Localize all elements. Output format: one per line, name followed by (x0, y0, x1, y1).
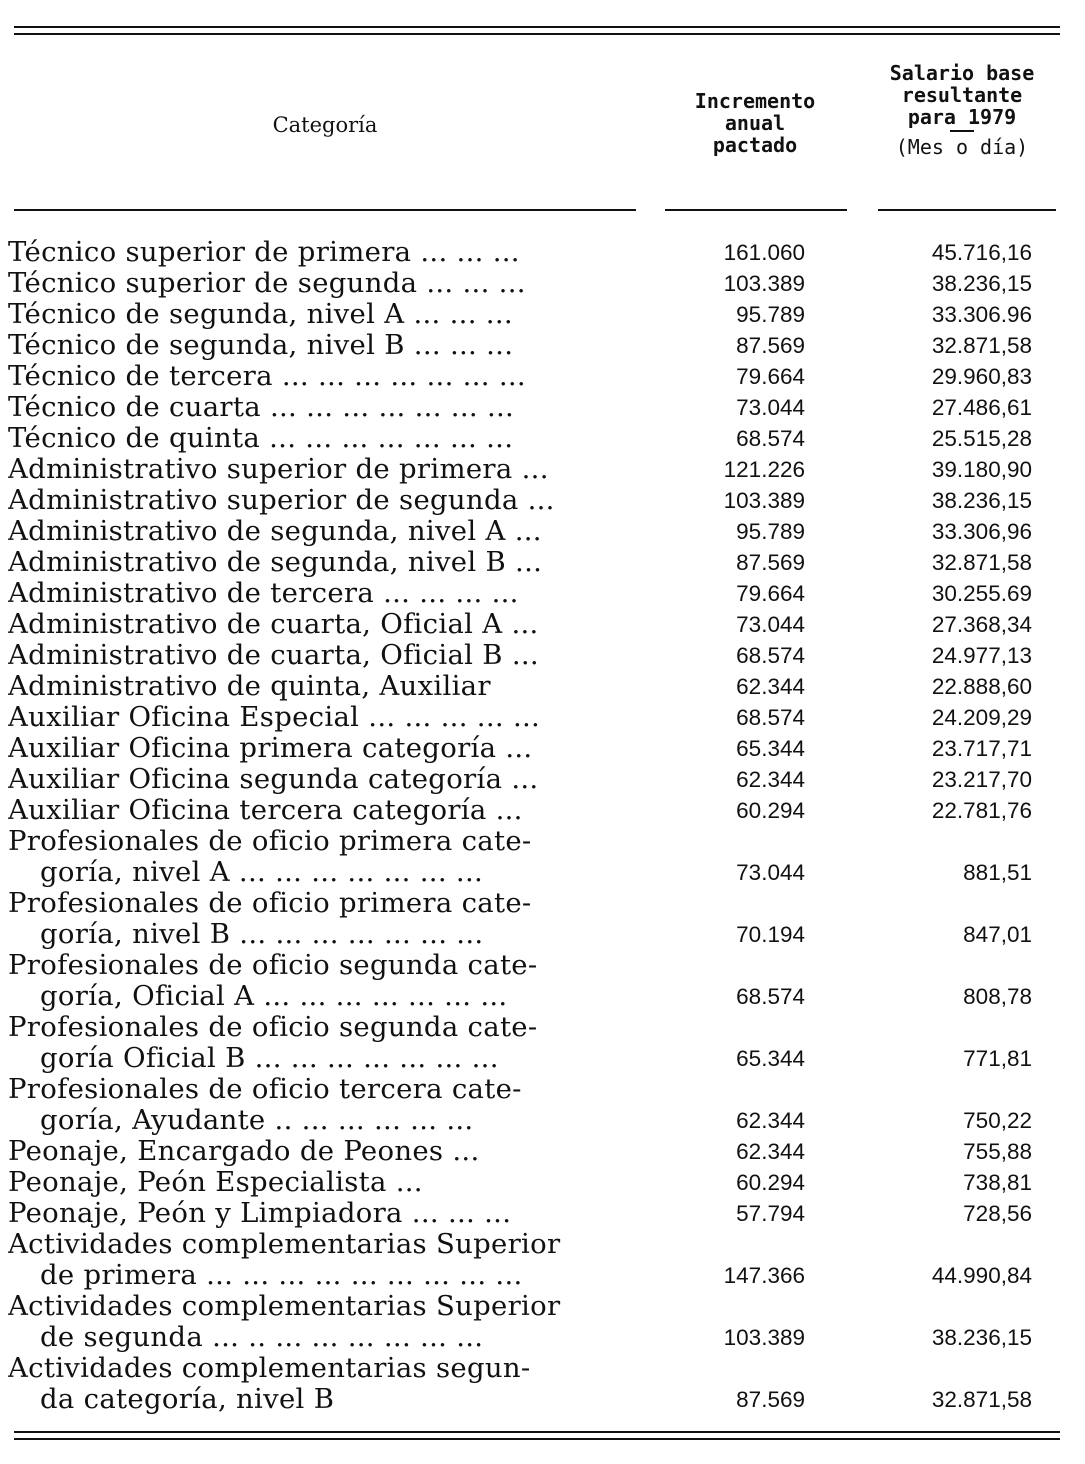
category-cell (8, 392, 638, 423)
category-cell (8, 1229, 638, 1291)
header-rule-salary (878, 209, 1056, 211)
table-row (8, 454, 1058, 485)
category-text: Profesionales de oficio segunda cate- (8, 1012, 538, 1043)
increase-cell: 95.789 (736, 519, 805, 544)
category-text: Auxiliar Oficina Especial ... ... ... ... ... (8, 702, 541, 733)
table-row (8, 733, 1058, 764)
header-salary-line: Salario base (889, 61, 1035, 85)
increase-cell: 79.664 (736, 364, 805, 389)
table-row (8, 671, 1058, 702)
increase-cell: 95.789 (736, 302, 805, 327)
salary-cell: 750,22 (963, 1108, 1032, 1133)
table-row (8, 1136, 1058, 1167)
category-cell (8, 888, 638, 950)
category-text: Administrativo de cuarta, Oficial A ... (8, 609, 539, 640)
category-text: Administrativo de tercera ... ... ... ... (8, 578, 519, 609)
header-increase (665, 90, 845, 156)
salary-cell: 881,51 (963, 860, 1032, 885)
category-cell (8, 1353, 638, 1415)
increase-cell: 57.794 (736, 1201, 805, 1226)
salary-cell: 847,01 (963, 922, 1032, 947)
increase-cell: 103.389 (723, 271, 805, 296)
category-text: Técnico superior de primera ... ... ... (8, 237, 520, 268)
table-row (8, 795, 1058, 826)
table-row (8, 950, 1058, 1012)
table-row (8, 547, 1058, 578)
category-text: goría, nivel B ... ... ... ... ... ... ... (40, 919, 484, 950)
category-text: goría Oficial B ... ... ... ... ... ... ... (40, 1043, 499, 1074)
category-cell (8, 330, 638, 361)
category-text: Administrativo superior de segunda ... (8, 485, 555, 516)
increase-cell: 62.344 (736, 767, 805, 792)
category-cell (8, 423, 638, 454)
category-cell (8, 702, 638, 733)
category-text: Técnico de cuarta ... ... ... ... ... ... ... (8, 392, 515, 423)
category-cell (8, 671, 638, 702)
salary-cell: 22.888,60 (931, 674, 1032, 699)
category-text: Administrativo de segunda, nivel B ... (8, 547, 543, 578)
category-cell (8, 609, 638, 640)
category-cell (8, 547, 638, 578)
table-row (8, 1291, 1058, 1353)
category-text: Administrativo de segunda, nivel A ... (8, 516, 542, 547)
top-double-rule (14, 26, 1060, 35)
category-text: Auxiliar Oficina segunda categoría ... (8, 764, 539, 795)
increase-cell: 147.366 (723, 1263, 805, 1288)
table-row (8, 1229, 1058, 1291)
category-text: goría, Oficial A ... ... ... ... ... ... ... (40, 981, 508, 1012)
salary-cell: 23.717,71 (931, 736, 1032, 761)
increase-cell: 62.344 (736, 674, 805, 699)
increase-cell: 68.574 (736, 984, 805, 1009)
table-row (8, 1353, 1058, 1415)
salary-cell: 755,88 (963, 1139, 1032, 1164)
increase-cell: 70.194 (736, 922, 805, 947)
category-cell (8, 1291, 638, 1353)
increase-cell: 161.060 (723, 240, 805, 265)
category-cell (8, 733, 638, 764)
salary-cell: 24.977,13 (931, 643, 1032, 668)
category-cell (8, 1012, 638, 1074)
category-text: Actividades complementarias segun- (8, 1353, 531, 1384)
salary-cell: 25.515,28 (931, 426, 1032, 451)
table-row (8, 237, 1058, 268)
category-text: goría, nivel A ... ... ... ... ... ... ... (40, 857, 484, 888)
category-cell (8, 516, 638, 547)
salary-cell: 24.209,29 (931, 705, 1032, 730)
category-cell (8, 826, 638, 888)
category-text: Profesionales de oficio tercera cate- (8, 1074, 522, 1105)
category-cell (8, 485, 638, 516)
header-salary (872, 62, 1052, 158)
category-text: Peonaje, Encargado de Peones ... (8, 1136, 480, 1167)
category-text: da categoría, nivel B (40, 1384, 335, 1415)
category-cell (8, 950, 638, 1012)
category-cell (8, 1167, 638, 1198)
salary-cell: 38.236,15 (931, 271, 1032, 296)
category-text: Técnico superior de segunda ... ... ... (8, 268, 526, 299)
table-row (8, 702, 1058, 733)
salary-cell: 39.180,90 (931, 457, 1032, 482)
category-cell (8, 795, 638, 826)
increase-cell: 73.044 (736, 612, 805, 637)
table-row (8, 764, 1058, 795)
category-text: Peonaje, Peón y Limpiadora ... ... ... (8, 1198, 512, 1229)
category-cell (8, 1074, 638, 1136)
table-row (8, 330, 1058, 361)
category-cell (8, 578, 638, 609)
increase-cell: 73.044 (736, 395, 805, 420)
bottom-double-rule (14, 1431, 1060, 1440)
salary-cell: 728,56 (963, 1201, 1032, 1226)
category-text: Auxiliar Oficina tercera categoría ... (8, 795, 523, 826)
category-cell (8, 1136, 638, 1167)
table-row (8, 361, 1058, 392)
salary-cell: 27.368,34 (931, 612, 1032, 637)
category-text: Auxiliar Oficina primera categoría ... (8, 733, 533, 764)
category-cell (8, 640, 638, 671)
table-row (8, 392, 1058, 423)
increase-cell: 87.569 (736, 550, 805, 575)
table-row (8, 1012, 1058, 1074)
category-text: Profesionales de oficio primera cate- (8, 888, 532, 919)
header-increase-line: anual (724, 111, 786, 135)
salary-cell: 45.716,16 (931, 240, 1032, 265)
salary-cell: 32.871,58 (931, 1387, 1032, 1412)
category-text: Administrativo superior de primera ... (8, 454, 549, 485)
increase-cell: 68.574 (736, 705, 805, 730)
salary-cell: 23.217,70 (931, 767, 1032, 792)
table-row (8, 1198, 1058, 1229)
increase-cell: 103.389 (723, 1325, 805, 1350)
increase-cell: 73.044 (736, 860, 805, 885)
header-salary-unit: (Mes o día) (895, 135, 1029, 159)
salary-cell: 22.781,76 (931, 798, 1032, 823)
table-row (8, 578, 1058, 609)
category-cell (8, 361, 638, 392)
category-cell (8, 454, 638, 485)
category-text: Actividades complementarias Superior (8, 1229, 561, 1260)
salary-cell: 27.486,61 (931, 395, 1032, 420)
header-salary-line: para 1979 (907, 105, 1017, 129)
increase-cell: 62.344 (736, 1108, 805, 1133)
salary-table-body (8, 237, 1058, 1415)
table-row (8, 485, 1058, 516)
category-text: Profesionales de oficio primera cate- (8, 826, 532, 857)
category-text: Técnico de segunda, nivel B ... ... ... (8, 330, 514, 361)
header-salary-line: resultante (901, 83, 1023, 107)
header-increase-line: Incremento (694, 89, 816, 113)
table-row (8, 1074, 1058, 1136)
salary-cell: 32.871,58 (931, 550, 1032, 575)
header-category: Categoría (272, 113, 378, 137)
increase-cell: 60.294 (736, 798, 805, 823)
category-text: Peonaje, Peón Especialista ... (8, 1167, 423, 1198)
category-text: Actividades complementarias Superior (8, 1291, 561, 1322)
category-text: Técnico de segunda, nivel A ... ... ... (8, 299, 513, 330)
category-text: de primera ... ... ... ... ... ... ... ... ... (40, 1260, 523, 1291)
category-cell (8, 299, 638, 330)
header-dash (950, 130, 974, 132)
category-text: goría, Ayudante .. ... ... ... ... ... (40, 1105, 474, 1136)
increase-cell: 121.226 (723, 457, 805, 482)
table-row (8, 1167, 1058, 1198)
header-increase-line: pactado (712, 133, 798, 157)
category-text: Técnico de quinta ... ... ... ... ... ... ... (8, 423, 514, 454)
table-row (8, 516, 1058, 547)
table-row (8, 299, 1058, 330)
salary-cell: 29.960,83 (931, 364, 1032, 389)
table-row (8, 826, 1058, 888)
table-row (8, 888, 1058, 950)
header-rule-category (14, 209, 636, 211)
salary-cell: 32.871,58 (931, 333, 1032, 358)
increase-cell: 68.574 (736, 426, 805, 451)
category-text: Profesionales de oficio segunda cate- (8, 950, 538, 981)
category-cell (8, 1198, 638, 1229)
table-row (8, 423, 1058, 454)
category-text: Administrativo de cuarta, Oficial B ... (8, 640, 539, 671)
increase-cell: 87.569 (736, 333, 805, 358)
salary-cell: 738,81 (963, 1170, 1032, 1195)
salary-cell: 771,81 (963, 1046, 1032, 1071)
increase-cell: 65.344 (736, 1046, 805, 1071)
increase-cell: 68.574 (736, 643, 805, 668)
category-text: Técnico de tercera ... ... ... ... ... ... ... (8, 361, 526, 392)
increase-cell: 87.569 (736, 1387, 805, 1412)
table-row (8, 609, 1058, 640)
increase-cell: 65.344 (736, 736, 805, 761)
salary-cell: 33.306,96 (931, 519, 1032, 544)
category-cell (8, 764, 638, 795)
category-text: Administrativo de quinta, Auxiliar (8, 671, 491, 702)
salary-cell: 38.236,15 (931, 1325, 1032, 1350)
salary-cell: 44.990,84 (931, 1263, 1032, 1288)
header-rule-increase (665, 209, 847, 211)
increase-cell: 60.294 (736, 1170, 805, 1195)
table-row (8, 640, 1058, 671)
salary-cell: 808,78 (963, 984, 1032, 1009)
salary-cell: 33.306.96 (931, 302, 1032, 327)
category-cell (8, 237, 638, 268)
table-row (8, 268, 1058, 299)
salary-cell: 30.255.69 (931, 581, 1032, 606)
category-text: de segunda ... .. ... ... ... ... ... ... (40, 1322, 484, 1353)
salary-cell: 38.236,15 (931, 488, 1032, 513)
increase-cell: 62.344 (736, 1139, 805, 1164)
increase-cell: 103.389 (723, 488, 805, 513)
category-cell (8, 268, 638, 299)
increase-cell: 79.664 (736, 581, 805, 606)
